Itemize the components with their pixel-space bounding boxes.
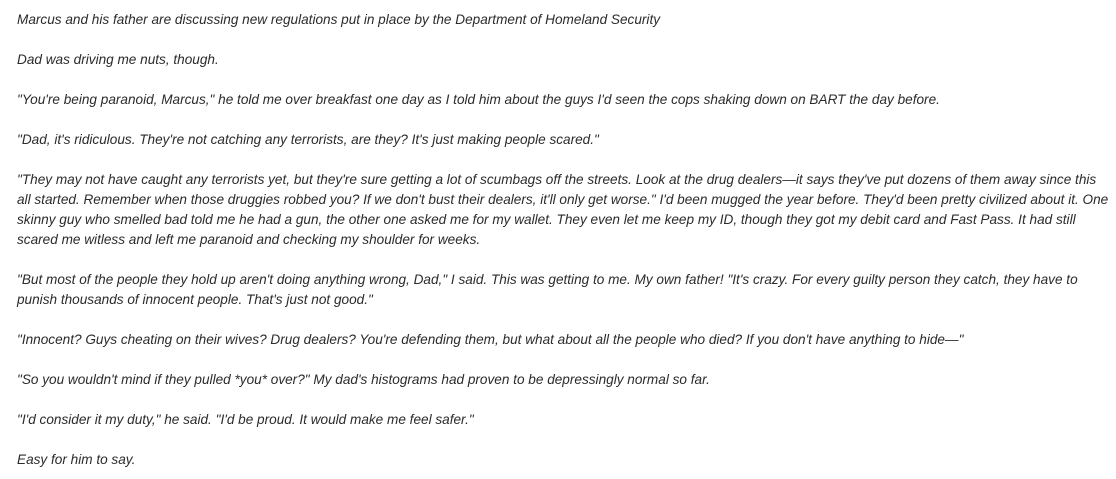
- paragraph: "You're being paranoid, Marcus," he told me over breakfast one day as I told him about the guys I'd seen the cops shaking down on BART the day before.: [17, 92, 940, 107]
- paragraph: "So you wouldn't mind if they pulled *you* over?" My dad's histograms had proven to be depressingly normal so far.: [17, 372, 710, 387]
- paragraph: Dad was driving me nuts, though.: [17, 52, 219, 67]
- paragraph: "They may not have caught any terrorists yet, but they're sure getting a lot of scumbags off the streets. Look at the drug dealers—it says they've put dozens of them away since this all started. Remember when those druggies robbed you? If we don't bust their dealers, it'll only get worse." I'd been mugged the year before. They'd been pretty civilized about it. One skinny guy who smelled bad told me he had a gun, the other one asked me for my wallet. They even let me keep my ID, though they got my debit card and Fast Pass. It had still scared me witless and left me paranoid and checking my shoulder for weeks.: [17, 172, 1109, 247]
- paragraph: "Innocent? Guys cheating on their wives? Drug dealers? You're defending them, but what about all the people who died? If you don't have anything to hide—": [17, 332, 964, 347]
- intro-summary: Marcus and his father are discussing new regulations put in place by the Department of Homeland Security: [17, 12, 661, 27]
- document-body: [17, 10, 1109, 470]
- paragraph: "I'd consider it my duty," he said. "I'd be proud. It would make me feel safer.": [17, 412, 474, 427]
- paragraph: "But most of the people they hold up aren't doing anything wrong, Dad," I said. This was getting to me. My own father! "It's crazy. For every guilty person they catch, they have to punish thousands of innocent people. That's just not good.": [17, 272, 1078, 307]
- paragraph: "Dad, it's ridiculous. They're not catching any terrorists, are they? It's just making people scared.": [17, 132, 599, 147]
- paragraph: Easy for him to say.: [17, 452, 136, 467]
